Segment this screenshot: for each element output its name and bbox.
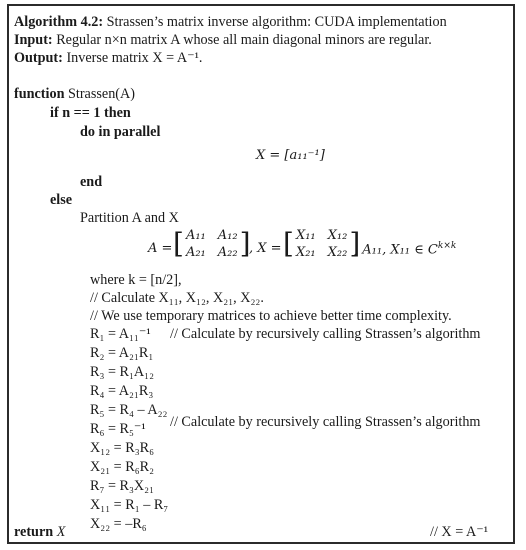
function-line	[14, 86, 135, 103]
step-line: R₂ = A₂₁R₁	[90, 345, 154, 361]
step-line: R₇ = R₃X₂₁	[90, 478, 155, 494]
title-label: Algorithm 4.2:	[14, 14, 104, 30]
step-comment-r6: // Calculate by recursively calling Strassen’s algorithm	[170, 414, 481, 430]
return-line	[14, 524, 65, 541]
matrix-x-cell: X₁₁	[295, 228, 316, 243]
end-keyword: end	[80, 174, 103, 190]
function-name: Strassen(A)	[64, 86, 135, 102]
left-bracket: [	[283, 227, 294, 260]
base-case-equation: X = [a₁₁⁻¹]	[256, 148, 325, 163]
input-text: Regular n×n matrix A whose all main diagonal minors are regular.	[52, 32, 432, 48]
step-line: X₁₂ = R₃R₆	[90, 440, 155, 456]
output-label: Output:	[14, 50, 63, 66]
input-line	[14, 32, 432, 49]
where-line: where k = [n/2],	[90, 272, 182, 288]
return-comment: // X = A⁻¹	[430, 524, 488, 540]
matrix-a-cell: A₂₁	[185, 245, 206, 260]
step-line: R₆ = R₅⁻¹	[90, 421, 146, 437]
matrix-x-cell: X₂₂	[327, 245, 348, 260]
partition-eq-a: A =	[148, 241, 173, 256]
matrix-x-grid	[296, 228, 347, 260]
matrix-a-grid	[186, 228, 238, 260]
step-line: R₄ = A₂₁R₃	[90, 383, 154, 399]
do-parallel-line: do in parallel	[80, 124, 161, 140]
partition-line: Partition A and X	[80, 210, 179, 226]
matrix-x	[283, 228, 360, 260]
partition-eq-tail	[354, 241, 456, 257]
matrix-a	[173, 228, 251, 260]
step-line: R₃ = R₁A₁₂	[90, 364, 155, 380]
input-label: Input:	[14, 32, 53, 48]
partition-eq-x: , X =	[249, 241, 282, 256]
step-line: X₂₁ = R₆R₂	[90, 459, 155, 475]
if-line: if n == 1 then	[50, 105, 131, 121]
output-line	[14, 50, 202, 67]
comment-calculate: // Calculate X₁₁, X₁₂, X₂₁, X₂₂.	[90, 290, 264, 306]
matrix-a-cell: A₁₂	[217, 228, 238, 243]
left-bracket: [	[173, 227, 184, 260]
step-line: X₁₁ = R₁ – R₇	[90, 497, 169, 513]
algorithm-title	[14, 14, 447, 31]
else-keyword: else	[50, 192, 73, 208]
comment-temporary: // We use temporary matrices to achieve better time complexity.	[90, 308, 452, 324]
step-line: R₅ = R₄ – A₂₂	[90, 402, 168, 418]
return-keyword: return	[14, 524, 54, 540]
partition-eq-sup: k×k	[437, 241, 457, 251]
step-comment-r1: // Calculate by recursively calling Strassen’s algorithm	[170, 326, 481, 342]
algorithm-box	[7, 4, 515, 544]
right-bracket: ]	[239, 227, 251, 260]
right-bracket: ]	[349, 227, 361, 260]
matrix-x-cell: X₁₂	[327, 228, 348, 243]
return-value: X	[53, 524, 66, 540]
step-line: R₁ = A₁₁⁻¹	[90, 326, 151, 342]
output-text: Inverse matrix X = A⁻¹.	[62, 50, 203, 66]
partition-eq-tail-text: , A₁₁, X₁₁ ∈ C	[354, 242, 438, 258]
title-text: Strassen’s matrix inverse algorithm: CUDA implementation	[103, 14, 447, 30]
function-keyword: function	[14, 86, 65, 102]
step-line: X₂₂ = –R₆	[90, 516, 147, 532]
matrix-a-cell: A₂₂	[217, 245, 238, 260]
matrix-a-cell: A₁₁	[185, 228, 206, 243]
matrix-x-cell: X₂₁	[295, 245, 316, 260]
